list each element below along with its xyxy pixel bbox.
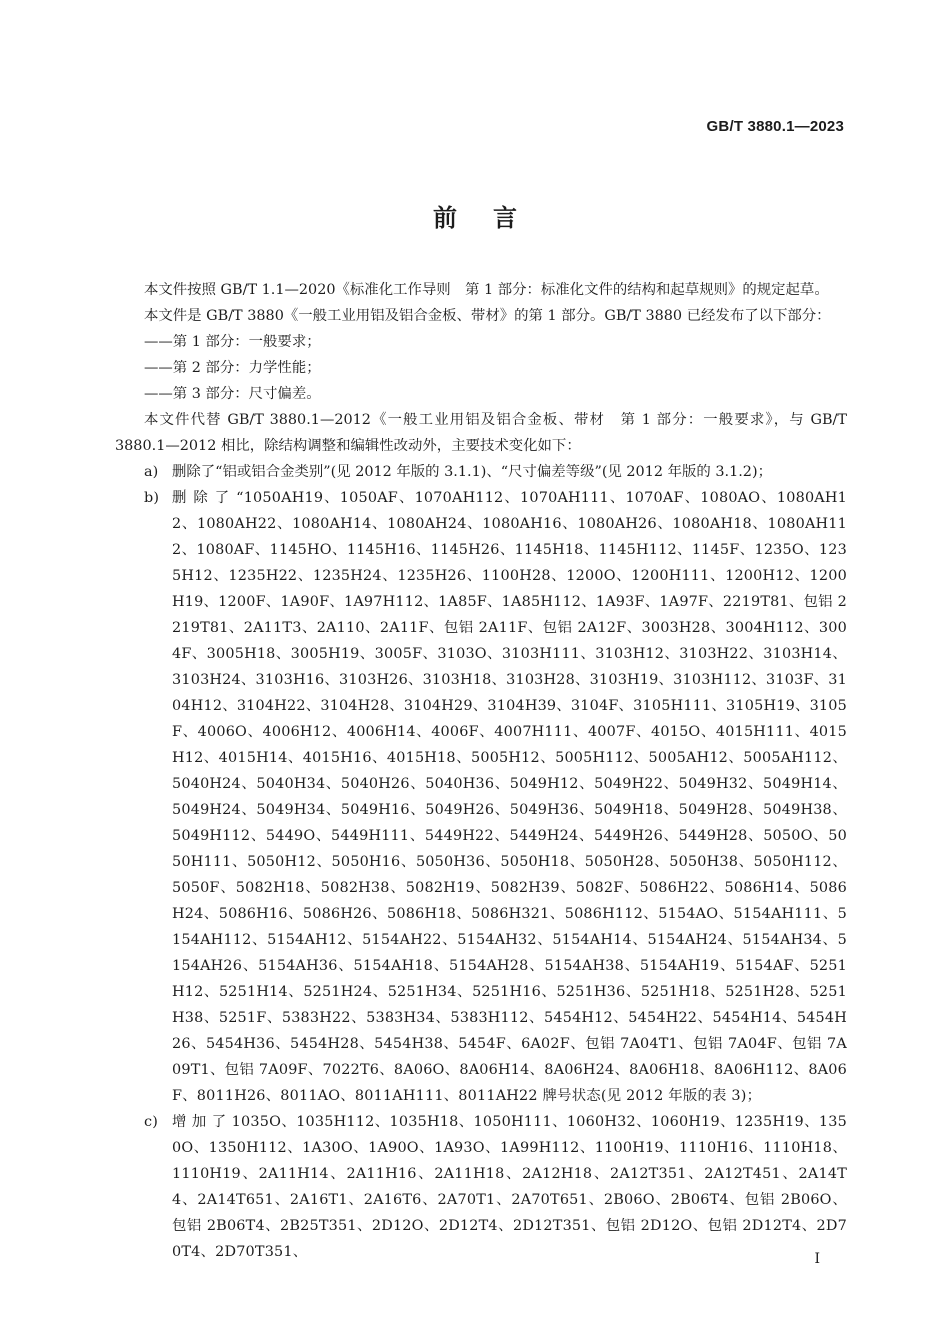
change-item-text: 增 加 了 1035O、1035H112、1035H18、1050H111、1060H32、1060H19、1235H19、1350O、1350H112、1A30O、1A90O、1A93O、1A99H112、1100H19、1110H16、1110H18、1110H19、2A11H14、2A11H16、2A11H18、2A12H18、2A12T351、2A12T451、2A14T4、2A14T651、2A16T1、2A16T6、2A70T1、2A70T651、2B06O、2B06T4、包铝 2B06O、包铝 2B06T4、2B25T351、2D12O、2D12T4、2D12T351、包铝 2D12O、包铝 2D12T4、2D70T4、2D70T351、: [172, 1114, 847, 1260]
change-item-label: b): [144, 490, 160, 506]
part-list-item: ——第 1 部分：一般要求；: [144, 334, 321, 350]
change-item-label: a): [144, 464, 159, 480]
change-item-text: 删除了“铝或铝合金类别”(见 2012 年版的 3.1.1)、“尺寸偏差等级”(见 2012 年版的 3.1.2)；: [172, 464, 772, 480]
standard-code: GB/T 3880.1—2023: [706, 118, 844, 135]
change-item: [115, 459, 847, 485]
paragraph-series-parts: 本文件是 GB/T 3880《一般工业用铝及铝合金板、带材》的第 1 部分。GB/T 3880 已经发布了以下部分：: [144, 308, 831, 324]
paragraph-drafting-rules: 本文件按照 GB/T 1.1—2020《标准化工作导则 第 1 部分：标准化文件的结构和起草规则》的规定起草。: [144, 282, 829, 298]
part-list-item: ——第 2 部分：力学性能；: [144, 360, 321, 376]
change-item-text: 删 除 了 “1050AH19、1050AF、1070AH112、1070AH111、1070AF、1080AO、1080AH12、1080AH22、1080AH14、1080AH24、1080AH16、1080AH26、1080AH18、1080AH112、1080AF、1145HO、1145H16、1145H26、1145H18、1145H112、1145F、1235O、1235H12、1235H22、1235H24、1235H26、1100H28、1200O、1200H111、1200H12、1200H19、1200F、1A90F、1A97H112、1A85F、1A85H112、1A93F、1A97F、2219T81、包铝 2219T81、2A11T3、2A110、2A11F、包铝 2A11F、包铝 2A12F、3003H28、3004H112、3004F、3005H18、3005H19、3005F、3103O、3103H111、3103H12、3103H22、3103H14、3103H24、3103H16、3103H26、3103H18、3103H28、3103H19、3103H112、3103F、3104H12、3104H22、3104H28、3104H29、3104H39、3104F、3105H111、3105H19、3105F、4006O、4006H12、4006H14、4006F、4007H111、4007F、4015O、4015H111、4015H12、4015H14、4015H16、4015H18、5005H12、5005H112、5005AH12、5005AH112、5040H24、5040H34、5040H26、5040H36、5049H12、5049H22、5049H32、5049H14、5049H24、5049H34、5049H16、5049H26、5049H36、5049H18、5049H28、5049H38、5049H112、5449O、5449H111、5449H22、5449H24、5449H26、5449H28、5050O、5050H111、5050H12、5050H16、5050H36、5050H18、5050H28、5050H38、5050H112、5050F、5082H18、5082H38、5082H19、5082H39、5082F、5086H22、5086H14、5086H24、5086H16、5086H26、5086H18、5086H321、5086H112、5154AO、5154AH111、5154AH112、5154AH12、5154AH22、5154AH32、5154AH14、5154AH24、5154AH34、5154AH26、5154AH36、5154AH18、5154AH28、5154AH38、5154AH19、5154AF、5251H12、5251H14、5251H24、5251H34、5251H16、5251H36、5251H18、5251H28、5251H38、5251F、5383H22、5383H34、5383H112、5454H12、5454H22、5454H14、5454H26、5454H36、5454H28、5454H38、5454F、6A02F、包铝 7A04T1、包铝 7A04F、包铝 7A09T1、包铝 7A09F、7022T6、8A06O、8A06H14、8A06H24、8A06H18、8A06H112、8A06F、8011H26、8011AO、8011AH111、8011AH22 牌号状态(见 2012 年版的表 3)；: [172, 490, 847, 1104]
change-item: [115, 1109, 847, 1265]
change-item-label: c): [144, 1114, 159, 1130]
page-title: 前言: [433, 204, 553, 232]
change-item: [115, 485, 847, 1109]
page-number: I: [814, 1251, 820, 1267]
paragraph-replacement: 本文件代替 GB/T 3880.1—2012《一般工业用铝及铝合金板、带材 第 1 部分：一般要求》，与 GB/T 3880.1—2012 相比，除结构调整和编辑性改动外，主要技术变化如下：: [115, 412, 847, 454]
body-text: [115, 277, 847, 1265]
part-list-item: ——第 3 部分：尺寸偏差。: [144, 386, 321, 402]
